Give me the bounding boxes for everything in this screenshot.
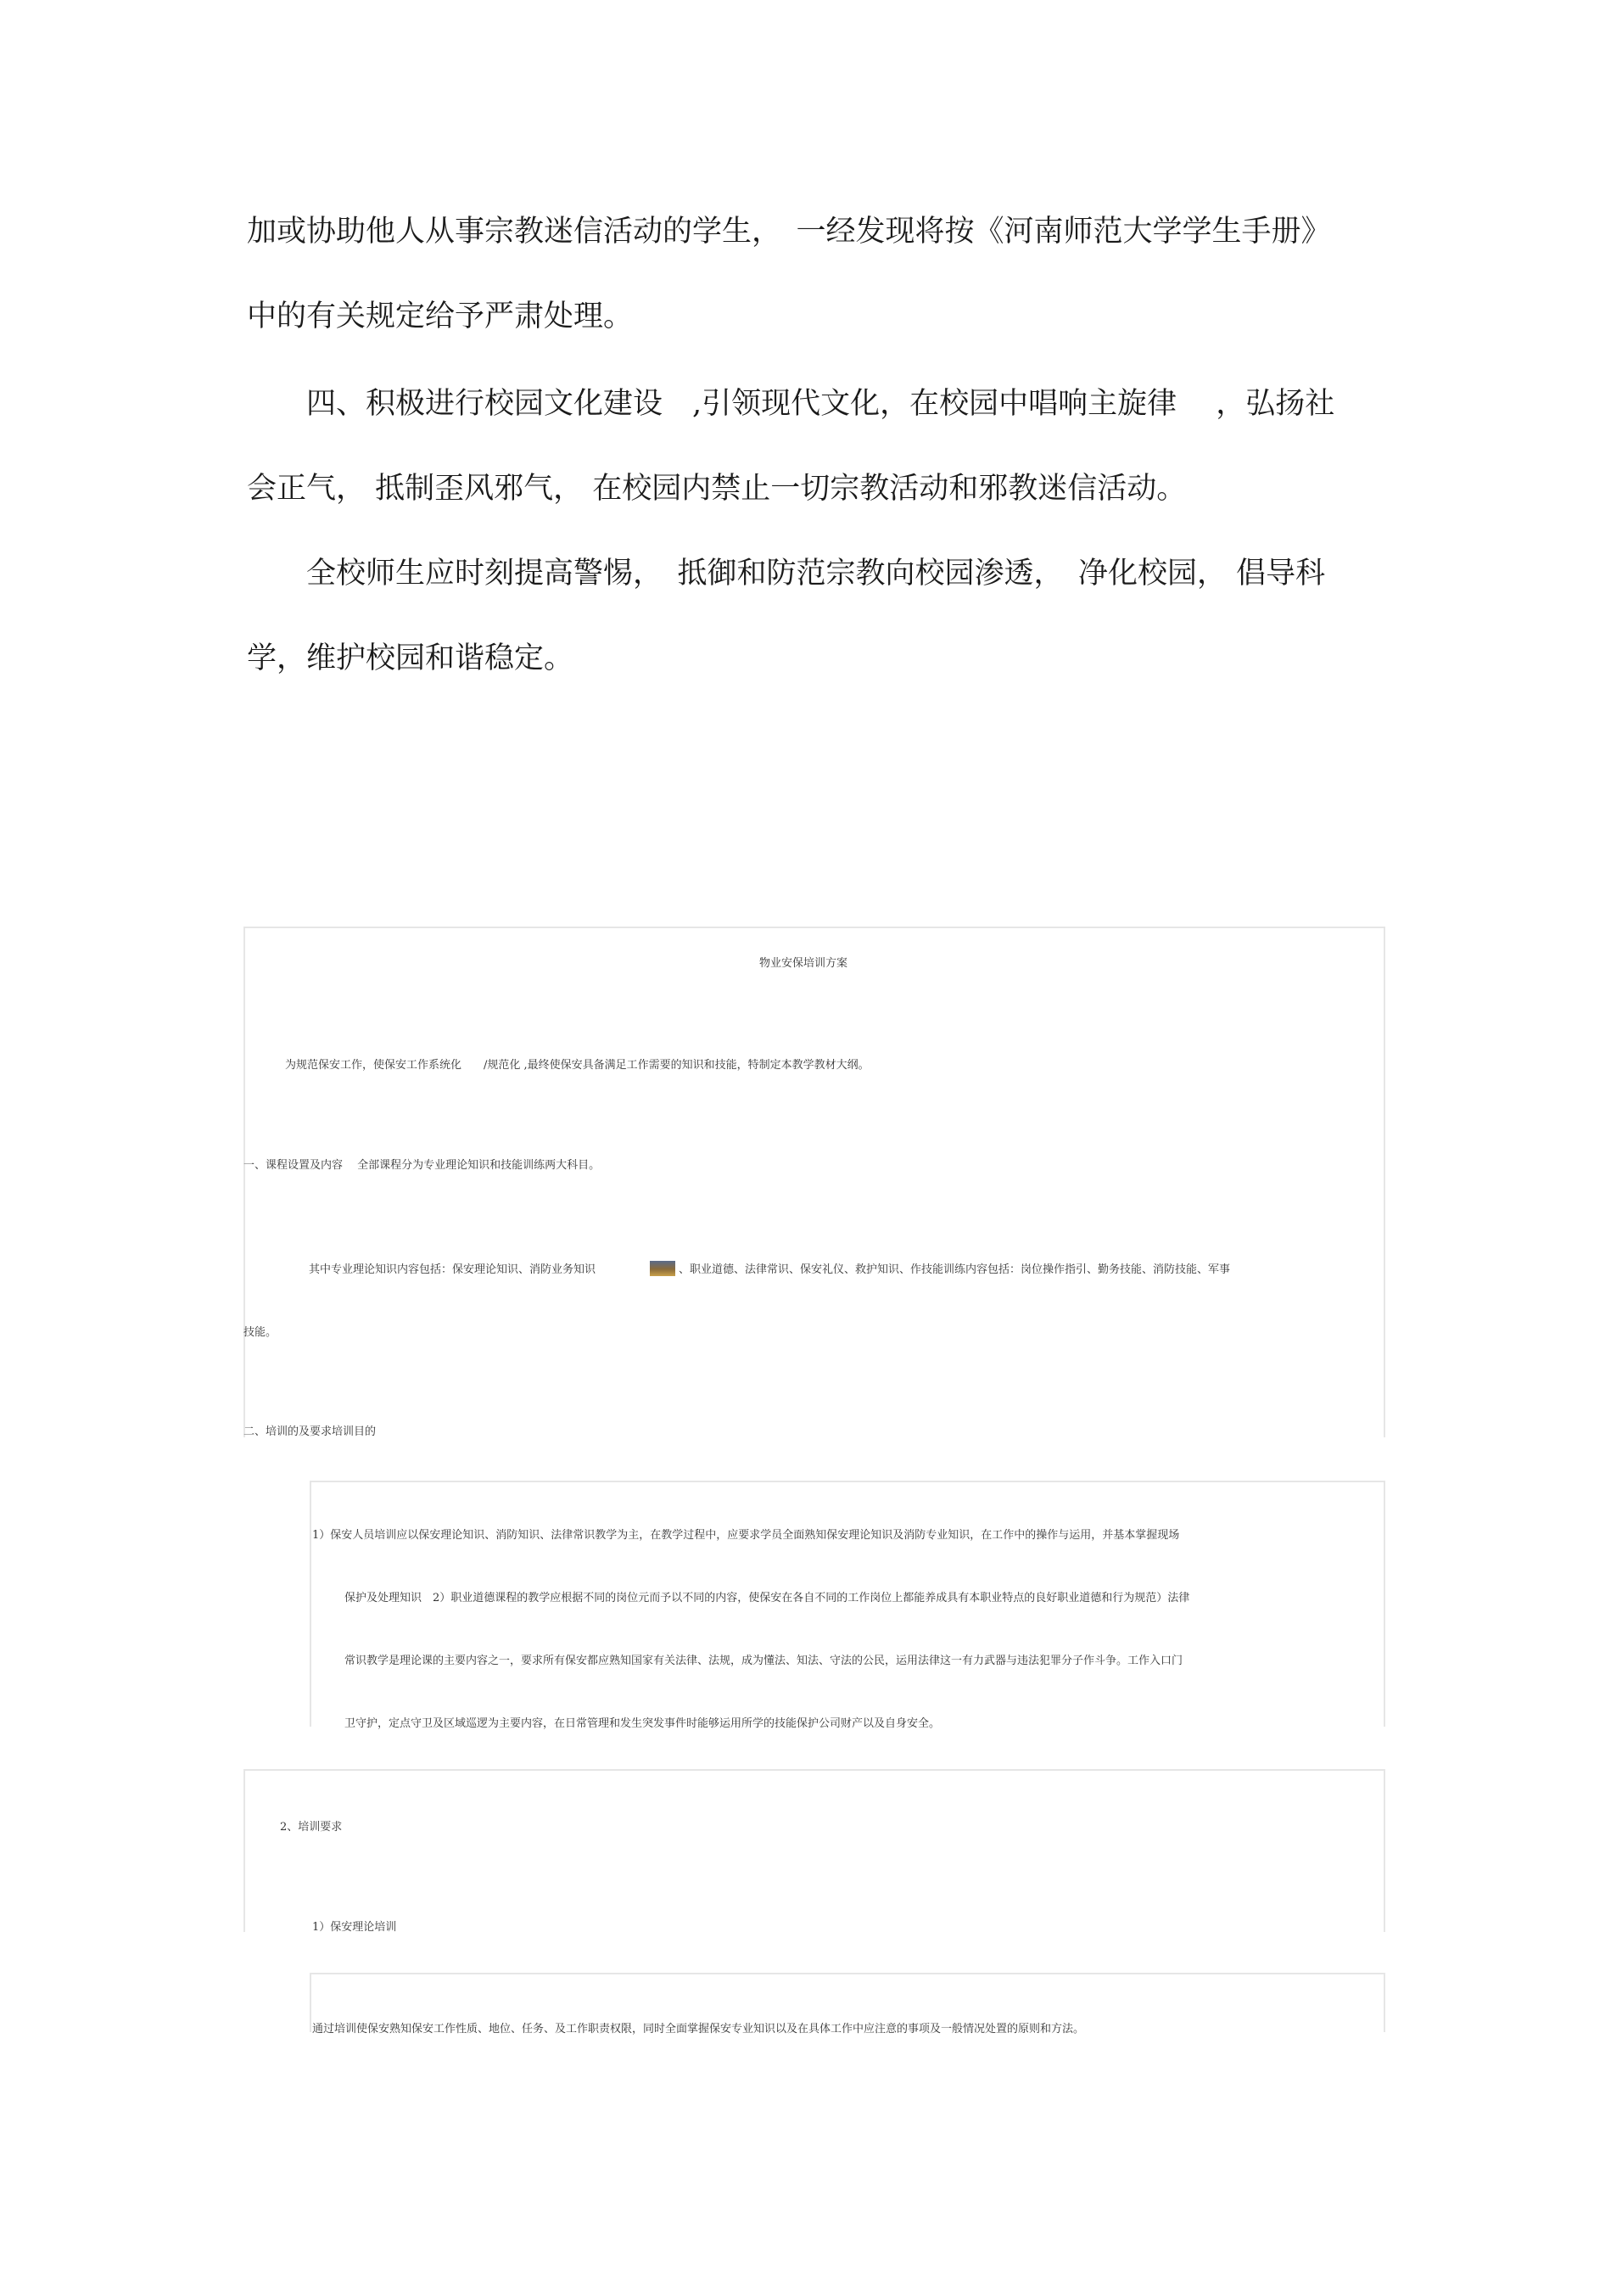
section-1-heading: 一、课程设置及内容 全部课程分为专业理论知识和技能训练两大科目。 bbox=[243, 1159, 601, 1172]
body-line-1: 加或协助他人从事宗教迷信活动的学生， 一经发现将按《河南师范大学学生手册》 bbox=[247, 215, 1331, 249]
section-1-detail-end: 技能。 bbox=[243, 1326, 277, 1339]
requirements-heading: 2、培训要求 bbox=[280, 1821, 343, 1834]
embedded-page-frame-3 bbox=[243, 1769, 1385, 1932]
body-line-3: 四、积极进行校园文化建设 ,引领现代文化，在校园中唱响主旋律 ，弘扬社 bbox=[247, 387, 1335, 421]
goal-line-2: 保护及处理知识 2）职业道德课程的教学应根据不同的岗位元而予以不同的内容，使保安在各自不同的工作岗位上都能养成具有本职业特点的良好职业道德和行为规范）法律 bbox=[344, 1592, 1190, 1604]
embedded-image-thumbnail bbox=[650, 1261, 675, 1276]
section-1-detail bbox=[309, 1261, 1230, 1277]
embedded-intro: 为规范保安工作，使保安工作系统化 /规范化 ,最终使保安具备满足工作需要的知识和技能，特制定本教学教材大纲。 bbox=[285, 1059, 870, 1072]
body-line-2: 中的有关规定给予严肃处理。 bbox=[247, 300, 634, 333]
embedded-title: 物业安保培训方案 bbox=[759, 957, 848, 970]
goal-line-3: 常识教学是理论课的主要内容之一，要求所有保安都应熟知国家有关法律、法规，成为懂法、知法、守法的公民，运用法律这一有力武器与违法犯罪分子作斗争。工作入口门 bbox=[344, 1655, 1183, 1667]
section-2-heading: 二、培训的及要求培训目的 bbox=[243, 1425, 377, 1438]
body-line-5: 全校师生应时刻提高警惕， 抵御和防范宗教向校园渗透， 净化校园， 倡导科 bbox=[247, 557, 1326, 591]
theory-heading: 1）保安理论培训 bbox=[312, 1921, 397, 1934]
goal-line-1: 1）保安人员培训应以保安理论知识、消防知识、法律常识教学为主，在教学过程中，应要求学员全面熟知保安理论知识及消防专业知识，在工作中的操作与运用，并基本掌握现场 bbox=[312, 1529, 1180, 1542]
section-1-detail-a: 其中专业理论知识内容包括：保安理论知识、消防业务知识 bbox=[309, 1263, 596, 1276]
goal-line-4: 卫守护，定点守卫及区域巡逻为主要内容，在日常管理和发生突发事件时能够运用所学的技能保护公司财产以及自身安全。 bbox=[344, 1717, 941, 1730]
body-line-4: 会正气， 抵制歪风邪气， 在校园内禁止一切宗教活动和邪教迷信活动。 bbox=[247, 472, 1187, 506]
theory-text: 通过培训使保安熟知保安工作性质、地位、任务、及工作职责权限，同时全面掌握保安专业知识以及在具体工作中应注意的事项及一般情况处置的原则和方法。 bbox=[312, 2023, 1085, 2036]
section-1-detail-b: 、职业道德、法律常识、保安礼仪、救护知识、作技能训练内容包括：岗位操作指引、勤务技能、消防技能、军事 bbox=[679, 1263, 1231, 1276]
body-line-6: 学，维护校园和谐稳定。 bbox=[247, 641, 574, 675]
embedded-page-frame-1 bbox=[243, 927, 1385, 1437]
